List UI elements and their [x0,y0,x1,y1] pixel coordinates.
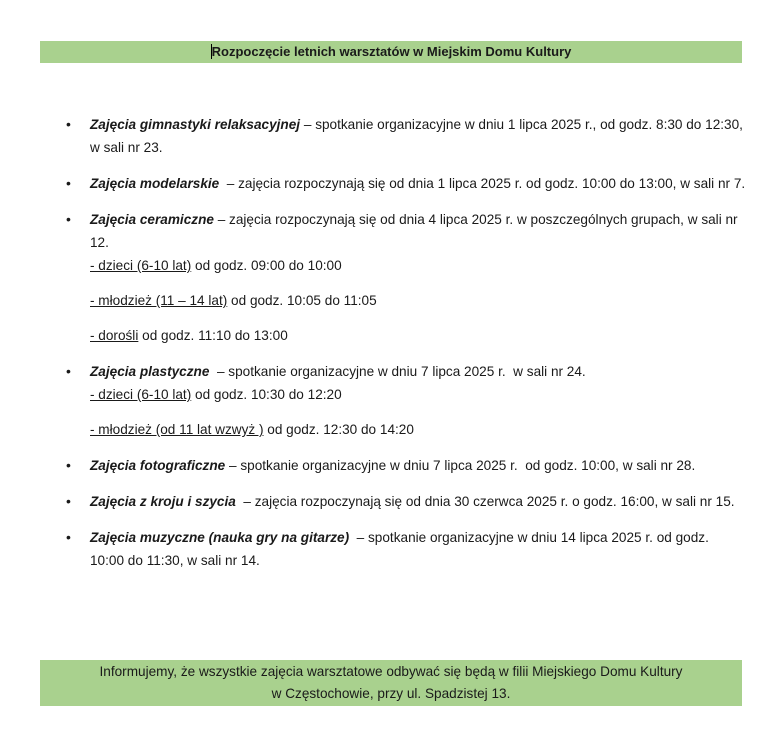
bullet-icon: • [66,457,71,473]
bullet-icon: • [66,363,71,379]
workshop-description: – spotkanie organizacyjne w dniu 7 lipca 2025 r. w sali nr 24. [209,364,586,379]
group-time: od godz. 10:30 do 12:20 [191,387,342,402]
footer-banner [40,660,742,706]
bullet-icon: • [66,175,71,191]
bullet-icon: • [66,493,71,509]
workshop-description: – zajęcia rozpoczynają się od dnia 4 lipca 2025 r. w poszczególnych grupach, w sali nr 12. [90,212,742,250]
item-text [90,172,746,195]
workshop-name: Zajęcia plastyczne [90,364,210,379]
item-text [90,526,746,572]
group-time: od godz. 09:00 do 10:00 [191,258,342,273]
workshop-name: Zajęcia modelarskie [90,176,220,191]
item-text [90,360,746,383]
workshop-name: Zajęcia gimnastyki relaksacyjnej [90,117,301,132]
list-item [66,360,746,383]
item-text [90,490,746,513]
list-item [66,172,746,195]
group-time: od godz. 10:05 do 11:05 [227,293,377,308]
group-row [66,383,746,406]
group-list [66,383,746,441]
group-name: - dorośli [90,328,139,343]
item-text [90,113,746,159]
group-name: - młodzież (11 – 14 lat) [90,293,228,308]
workshop-list [66,113,746,585]
list-item [66,490,746,513]
workshop-description: – spotkanie organizacyjne w dniu 14 lipca 2025 r. od godz. 10:00 do 11:30, w sali nr 14. [90,530,713,568]
group-time: od godz. 11:10 do 13:00 [138,328,288,343]
bullet-icon: • [66,116,71,132]
item-text [90,454,746,477]
group-name: - dzieci (6-10 lat) [90,258,192,273]
workshop-name: Zajęcia ceramiczne [90,212,214,227]
group-row [66,289,746,312]
footer-line-2: w Częstochowie, przy ul. Spadzistej 13. [271,686,511,701]
workshop-description: – spotkanie organizacyjne w dniu 1 lipca 2025 r., od godz. 8:30 do 12:30, w sali nr 23. [90,117,747,155]
workshop-name: Zajęcia fotograficzne [90,458,226,473]
item-text [90,208,746,254]
group-name: - młodzież (od 11 lat wzwyż ) [90,422,264,437]
workshop-name: Zajęcia muzyczne (nauka gry na gitarze) [90,530,350,545]
list-item [66,208,746,254]
workshop-description: – zajęcia rozpoczynają się od dnia 30 czerwca 2025 r. o godz. 16:00, w sali nr 15. [235,494,735,509]
bullet-icon: • [66,211,71,227]
workshop-description: – spotkanie organizacyjne w dniu 7 lipca 2025 r. od godz. 10:00, w sali nr 28. [225,458,696,473]
group-row [66,254,746,277]
workshop-name: Zajęcia z kroju i szycia [90,494,236,509]
group-row [66,324,746,347]
list-item [66,526,746,572]
title-banner [40,41,742,63]
group-row [66,418,746,441]
footer-line-1: Informujemy, że wszystkie zajęcia warsztatowe odbywać się będą w filii Miejskiego Domu Kultury [99,664,683,679]
list-item [66,113,746,159]
workshop-description: – zajęcia rozpoczynają się od dnia 1 lipca 2025 r. od godz. 10:00 do 13:00, w sali nr 7. [219,176,746,191]
group-time: od godz. 12:30 do 14:20 [263,422,414,437]
group-name: - dzieci (6-10 lat) [90,387,192,402]
bullet-icon: • [66,529,71,545]
group-list [66,254,746,347]
list-item [66,454,746,477]
page-title: Rozpoczęcie letnich warsztatów w Miejskim Domu Kultury [211,44,572,59]
